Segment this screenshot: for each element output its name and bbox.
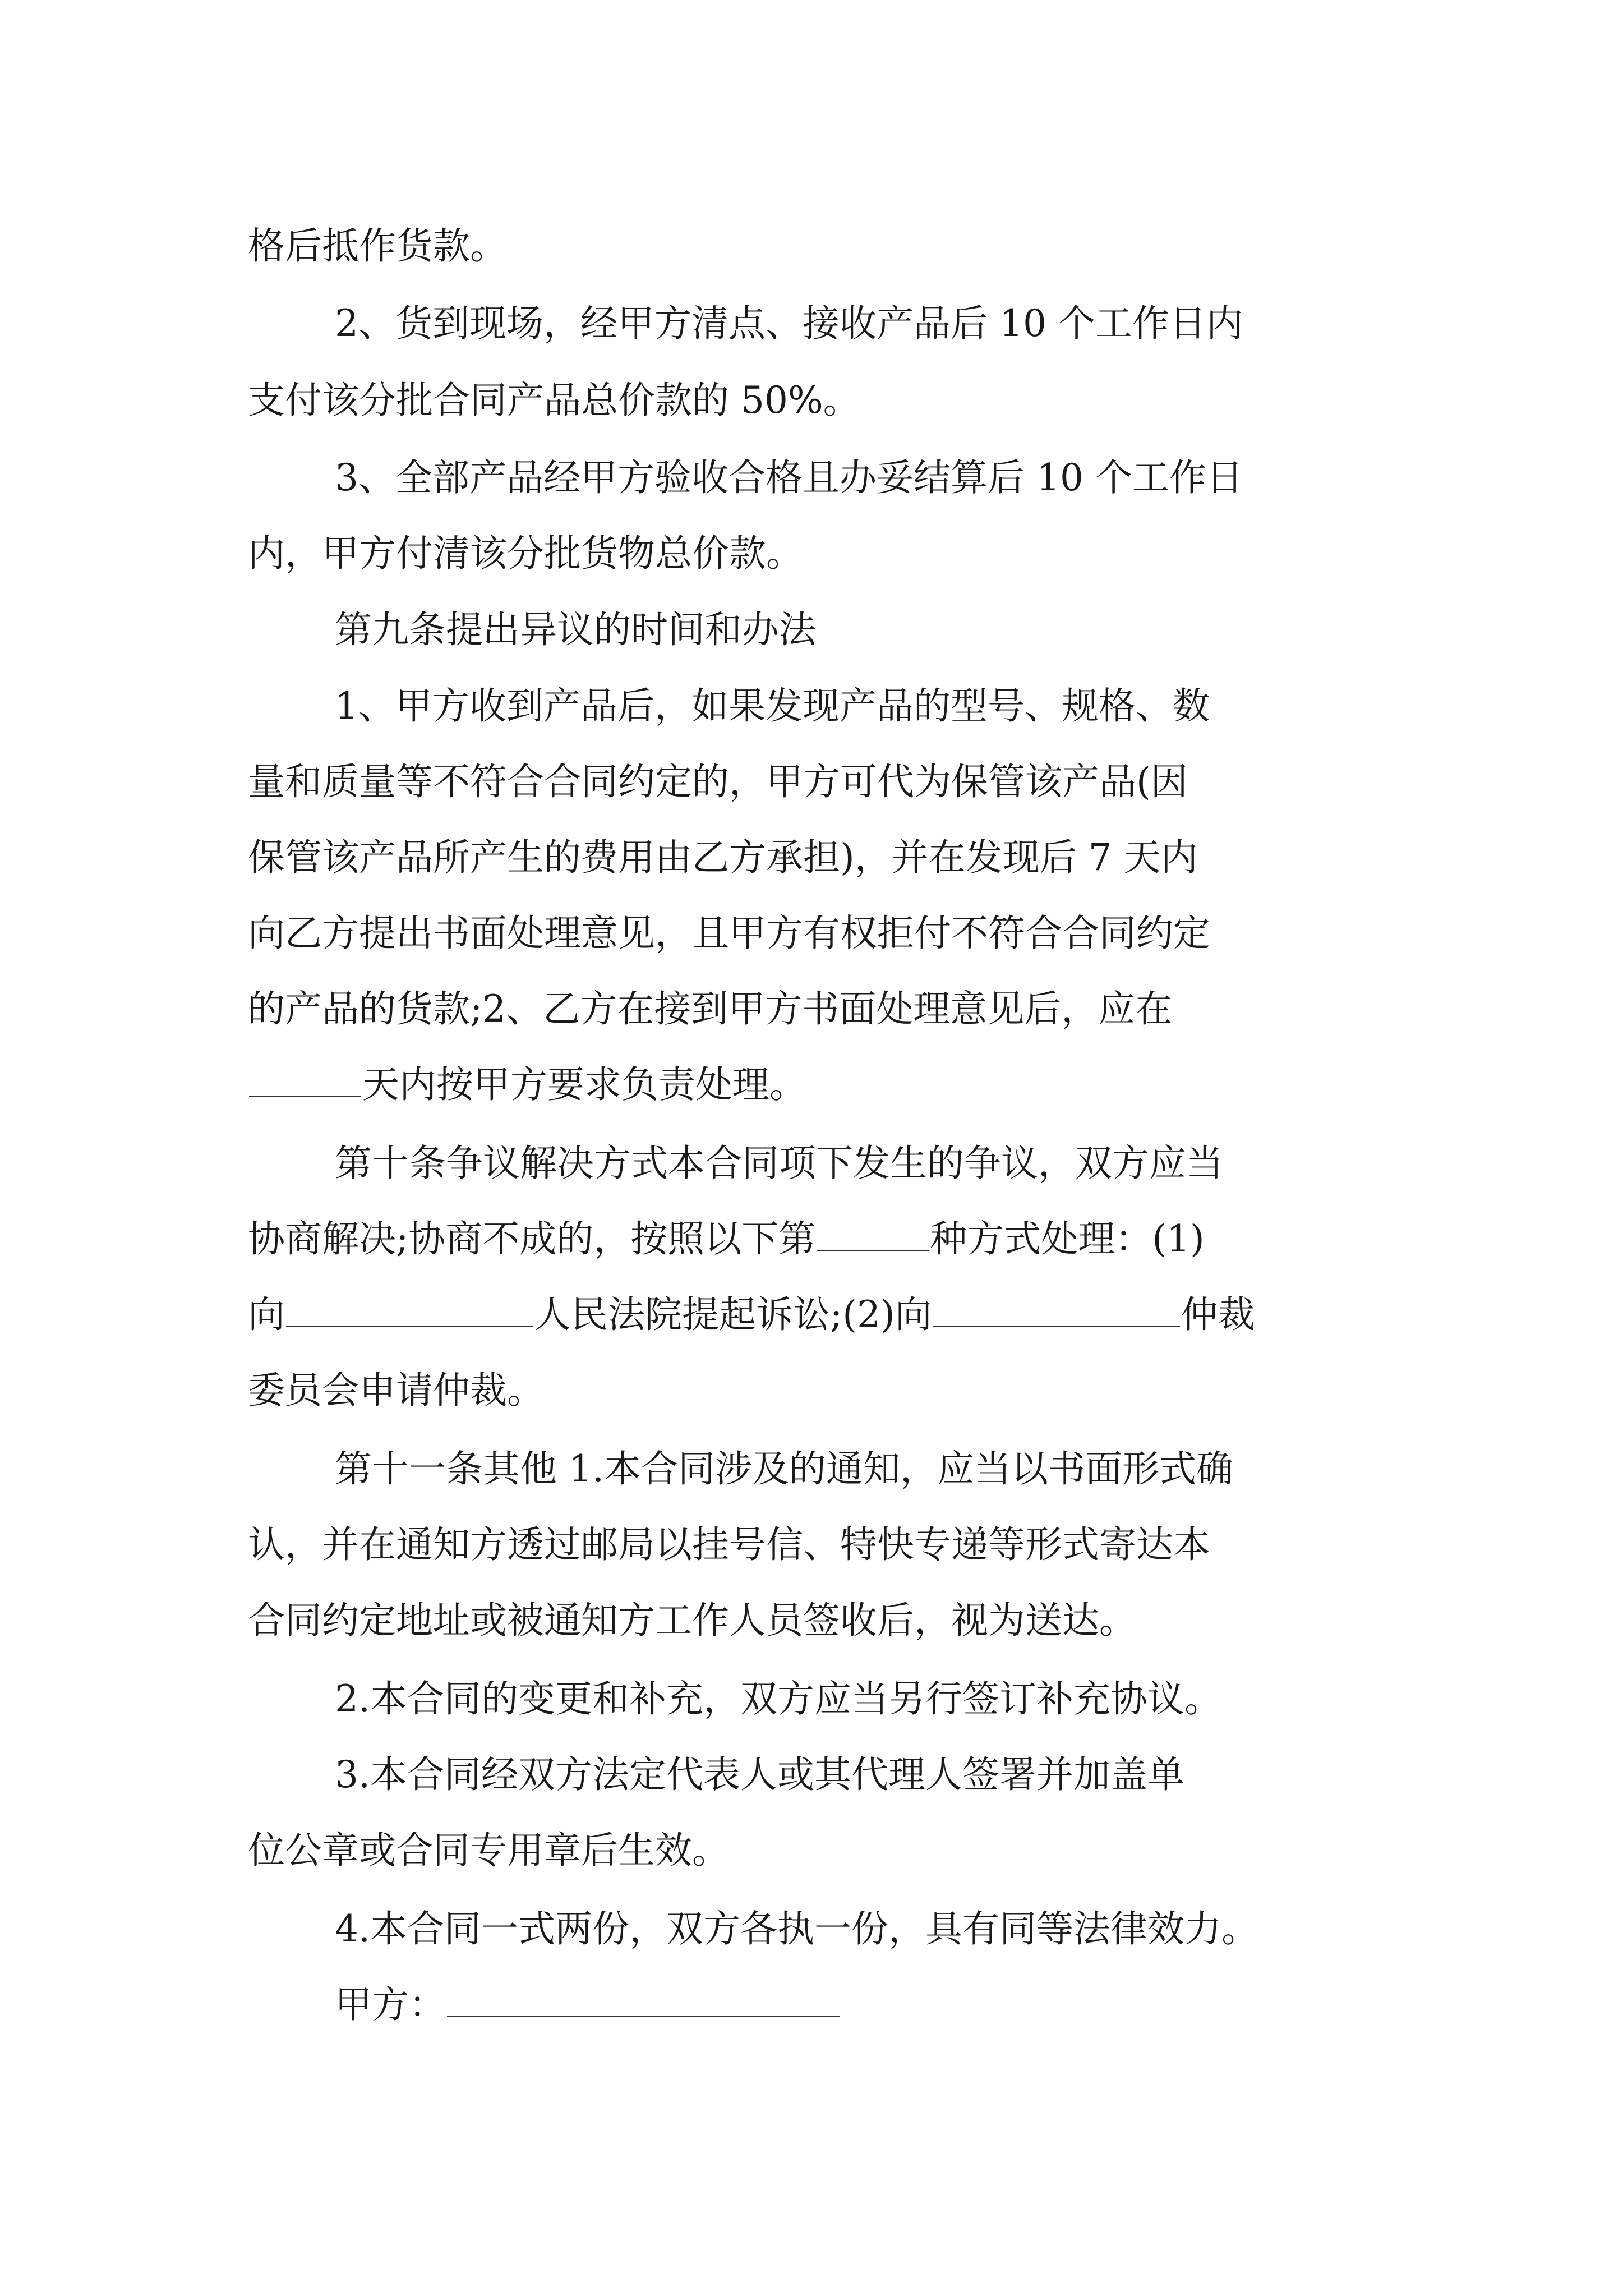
text-line <box>335 439 1243 516</box>
text-line <box>248 1200 1205 1277</box>
line-text: 保管该产品所产生的费用由乙方承担)，并在发现后 7 天内 <box>248 836 1198 879</box>
text-line <box>248 362 860 439</box>
line-text: 位公章或合同专用章后生效。 <box>248 1829 729 1872</box>
line-text: 向乙方提出书面处理意见，且甲方有权拒付不符合合同约定 <box>248 912 1210 955</box>
text-line <box>335 668 1210 744</box>
line-text: 2、货到现场，经甲方清点、接收产品后 10 个工作日内 <box>335 302 1243 345</box>
line-text: 3.本合同经双方法定代表人或其代理人签署并加盖单 <box>335 1753 1184 1796</box>
line-text: 认，并在通知方透过邮局以挂号信、特快专递等形式寄达本 <box>248 1523 1210 1566</box>
text-line <box>248 743 1188 820</box>
text-line <box>335 1430 1233 1507</box>
text-line <box>248 819 1198 896</box>
text-line <box>248 970 1172 1047</box>
text-line <box>248 1506 1210 1583</box>
line-text: 量和质量等不符合合同约定的，甲方可代为保管该产品(因 <box>248 760 1188 803</box>
line-text: 格后抵作货款。 <box>248 224 507 268</box>
fill-in-blank[interactable] <box>249 1066 361 1097</box>
line-segment: 天内按甲方要求负责处理。 <box>362 1063 806 1106</box>
fill-in-blank[interactable] <box>817 1221 929 1251</box>
line-segment: 人民法院提起诉讼;(2)向 <box>534 1293 932 1336</box>
text-line <box>335 1890 1258 1967</box>
text-line <box>248 1582 1136 1659</box>
line-text: 委员会申请仲裁。 <box>248 1369 544 1412</box>
line-text: 4.本合同一式两份，双方各执一份，具有同等法律效力。 <box>335 1907 1258 1950</box>
line-segment: 向 <box>248 1293 285 1336</box>
text-line <box>335 1966 841 2043</box>
text-line <box>248 1046 806 1123</box>
line-segment: 甲方： <box>335 1983 446 2026</box>
text-line <box>335 1125 1223 1202</box>
fill-in-blank[interactable] <box>286 1296 533 1327</box>
fill-in-blank[interactable] <box>447 1986 840 2017</box>
line-text: 第十条争议解决方式本合同项下发生的争议，双方应当 <box>335 1142 1223 1185</box>
text-line <box>248 895 1210 972</box>
fill-in-blank[interactable] <box>933 1296 1180 1327</box>
text-line <box>248 1812 729 1889</box>
line-text: 内，甲方付清该分批货物总价款。 <box>248 532 803 575</box>
line-text: 3、全部产品经甲方验收合格且办妥结算后 10 个工作日 <box>335 456 1243 499</box>
line-segment: 仲裁 <box>1181 1293 1255 1336</box>
text-line <box>248 1352 544 1429</box>
text-line <box>248 208 507 284</box>
line-text: 1、甲方收到产品后，如果发现产品的型号、规格、数 <box>335 684 1210 728</box>
line-text: 支付该分批合同产品总价款的 50%。 <box>248 379 860 422</box>
text-line <box>335 285 1243 362</box>
line-text: 合同约定地址或被通知方工作人员签收后，视为送达。 <box>248 1599 1136 1642</box>
line-text: 2.本合同的变更和补充，双方应当另行签订补充协议。 <box>335 1677 1221 1720</box>
line-segment: 协商解决;协商不成的，按照以下第 <box>248 1217 816 1260</box>
text-line <box>335 591 816 668</box>
line-segment: 种方式处理：(1) <box>930 1217 1205 1260</box>
text-line <box>248 515 803 592</box>
text-line <box>335 1736 1184 1813</box>
line-text: 第十一条其他 1.本合同涉及的通知，应当以书面形式确 <box>335 1447 1233 1490</box>
line-text: 的产品的货款;2、乙方在接到甲方书面处理意见后，应在 <box>248 987 1173 1030</box>
line-text: 第九条提出异议的时间和办法 <box>335 608 816 651</box>
text-line <box>335 1660 1221 1737</box>
text-line <box>248 1276 1255 1353</box>
